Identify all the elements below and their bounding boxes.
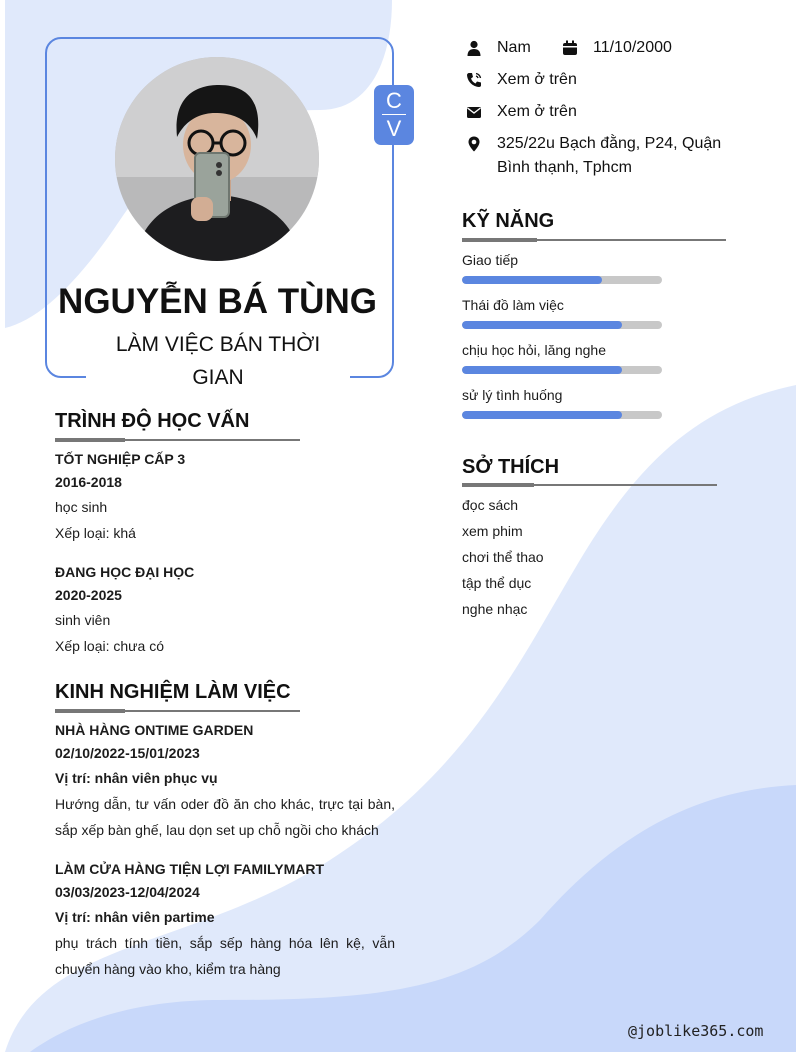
education-role: học sinh <box>55 499 108 515</box>
contact-gender <box>466 36 531 60</box>
person-photo-icon <box>115 57 319 261</box>
map-pin-icon <box>466 136 482 152</box>
contact-email <box>466 100 577 124</box>
hobbies-title: SỞ THÍCH <box>462 456 560 478</box>
cv-badge-top: C <box>386 87 402 113</box>
education-period: 2016-2018 <box>55 474 122 490</box>
hobby-item: chơi thể thao <box>462 549 544 565</box>
hobby-item: tập thể dục <box>462 575 532 591</box>
full-name: NGUYỄN BÁ TÙNG <box>58 282 377 321</box>
experience-company: NHÀ HÀNG ONTIME GARDEN <box>55 722 254 738</box>
contact-address <box>466 132 736 180</box>
education-rule <box>55 439 300 441</box>
experience-item <box>55 858 395 982</box>
experience-rule <box>55 710 300 712</box>
birthday-value: 11/10/2000 <box>593 39 672 56</box>
hobbies-rule-accent <box>462 483 534 487</box>
cv-badge <box>374 85 414 145</box>
contact-phone <box>466 68 577 92</box>
education-grade: Xếp loại: chưa có <box>55 638 164 654</box>
skills-rule-accent <box>462 238 537 242</box>
cv-badge-bottom: V <box>386 116 402 142</box>
experience-period: 02/10/2022-15/01/2023 <box>55 745 200 761</box>
address-value: 325/22u Bạch đằng, P24, Quận Bình thạnh, Tphcm <box>497 135 722 176</box>
experience-description: Hướng dẫn, tư vấn oder đồ ăn cho khác, trực tại bàn, sắp xếp bàn ghế, lau dọn set up chỗ ngồi cho khách <box>55 796 395 838</box>
experience-title: KINH NGHIỆM LÀM VIỆC <box>55 681 291 703</box>
avatar-phone-camera <box>216 162 222 168</box>
experience-rule-accent <box>55 709 125 713</box>
avatar-hand <box>191 197 213 221</box>
experience-period: 03/03/2023-12/04/2024 <box>55 884 200 900</box>
education-grade: Xếp loại: khá <box>55 525 136 541</box>
user-icon <box>466 40 482 56</box>
experience-description: phụ trách tính tiền, sắp sếp hàng hóa lên kệ, vẫn chuyển hàng vào kho, kiểm tra hàng <box>55 935 395 977</box>
education-rule-accent <box>55 438 125 442</box>
skill-bar <box>462 276 662 284</box>
skill-label: Thái đồ làm việc <box>462 297 564 313</box>
education-item <box>55 561 395 659</box>
education-title: TRÌNH ĐỘ HỌC VẤN <box>55 410 250 432</box>
skill-bar-fill <box>462 321 622 329</box>
skill-bar <box>462 411 662 419</box>
skill-label: chịu học hỏi, lăng nghe <box>462 342 606 358</box>
phone-icon <box>466 72 482 88</box>
education-role: sinh viên <box>55 612 111 628</box>
experience-company: LÀM CỬA HÀNG TIỆN LỢI FAMILYMART <box>55 861 325 877</box>
job-title: LÀM VIỆC BÁN THỜI GIAN <box>115 333 321 389</box>
skill-label: sử lý tình huống <box>462 387 563 403</box>
contact-birthday <box>562 36 672 60</box>
skills-title: KỸ NĂNG <box>462 210 555 232</box>
education-name: TỐT NGHIỆP CẤP 3 <box>55 451 186 467</box>
experience-position: Vị trí: nhân viên partime <box>55 909 215 925</box>
hobby-item: xem phim <box>462 523 523 539</box>
hobby-item: nghe nhạc <box>462 601 528 617</box>
experience-position: Vị trí: nhân viên phục vụ <box>55 770 218 786</box>
cv-badge-divider <box>382 114 406 116</box>
hobbies-rule <box>462 484 717 486</box>
avatar <box>115 57 319 261</box>
phone-value: Xem ở trên <box>497 71 577 88</box>
skill-bar <box>462 321 662 329</box>
skill-bar-fill <box>462 366 622 374</box>
mail-icon <box>466 104 482 120</box>
skill-bar <box>462 366 662 374</box>
education-period: 2020-2025 <box>55 587 122 603</box>
avatar-phone-camera-2 <box>216 170 222 176</box>
experience-item <box>55 719 395 843</box>
email-value: Xem ở trên <box>497 103 577 120</box>
skill-label: Giao tiếp <box>462 252 519 268</box>
education-item <box>55 448 395 546</box>
education-name: ĐANG HỌC ĐẠI HỌC <box>55 564 195 580</box>
hobby-item: đọc sách <box>462 497 519 513</box>
skills-rule <box>462 239 726 241</box>
calendar-icon <box>562 40 578 56</box>
gender-value: Nam <box>497 39 531 56</box>
skill-bar-fill <box>462 411 622 419</box>
watermark: @joblike365.com <box>628 1022 764 1040</box>
skill-bar-fill <box>462 276 602 284</box>
